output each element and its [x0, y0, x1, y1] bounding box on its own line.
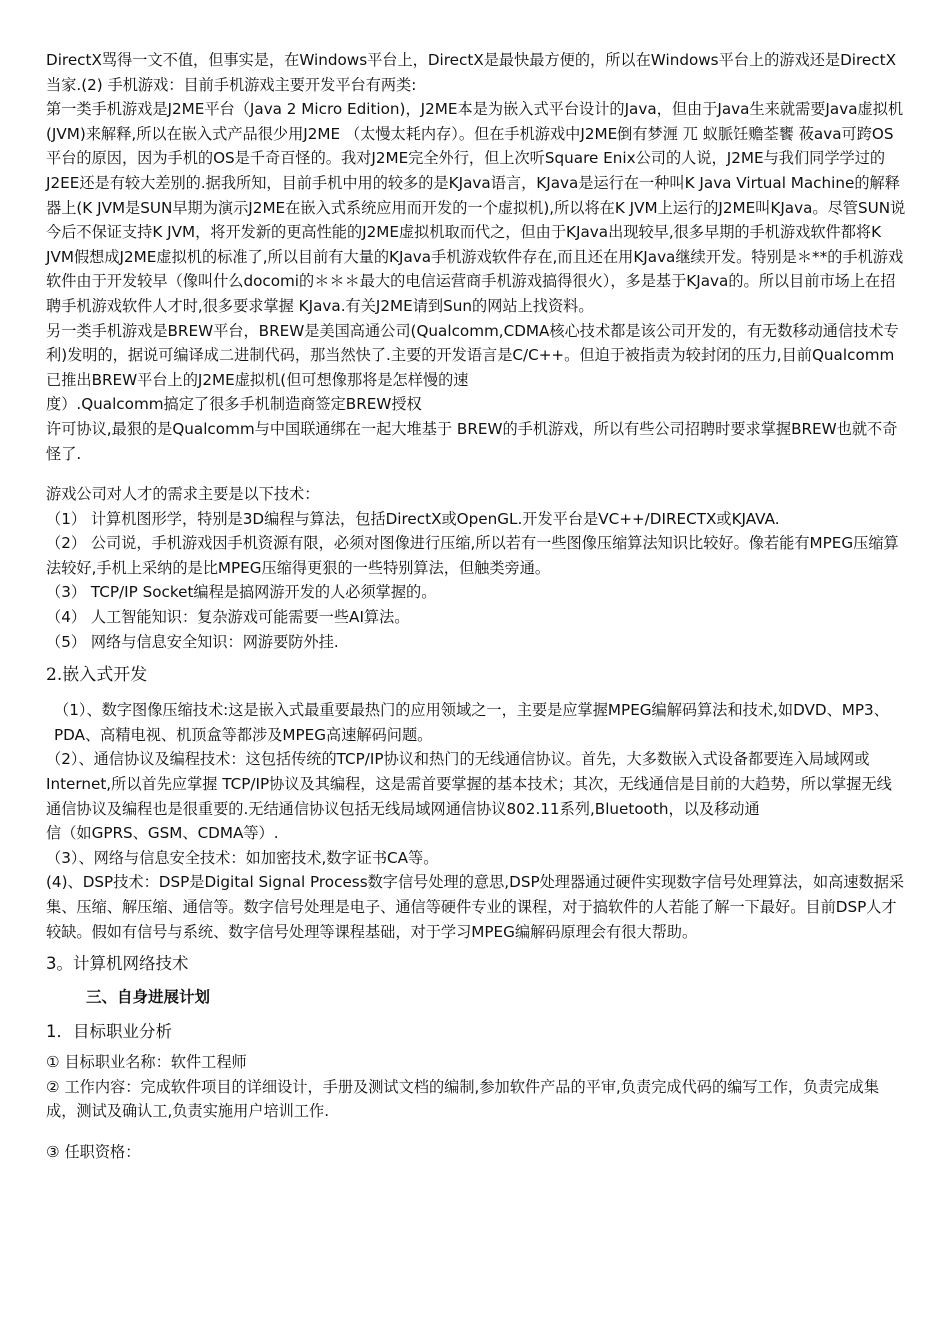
embedded-item: 信（如GPRS、GSM、CDMA等）.	[46, 824, 279, 843]
embedded-list	[46, 698, 906, 944]
paragraph-directx: DirectX骂得一文不值，但事实是，在Windows平台上，DirectX是最快最方便的，所以在Windows平台上的游戏还是DirectX当家.(2) 手机游戏：目前手机游戏主要开发平台有两类:	[46, 51, 896, 94]
skill-item: （1） 计算机图形学，特别是3D编程与算法，包括DirectX或OpenGL.开发平台是VC++/DIRECTX或KJAVA.	[46, 509, 780, 528]
skills-intro: 游戏公司对人才的需求主要是以下技术：	[46, 485, 320, 504]
section-heading-goal: 1．目标职业分析	[46, 1022, 172, 1042]
spacer	[46, 466, 906, 482]
spacer	[46, 1124, 906, 1140]
embedded-item: （3）、网络与信息安全技术：如加密技术,数字证书CA等。	[46, 848, 439, 867]
embedded-item: （1）、数字图像压缩技术:这是嵌入式最重要最热门的应用领域之一，主要是应掌握MPEG编解码算法和技术,如DVD、MP3、PDA、高精电视、机顶盒等都涉及MPEG高速解码问题。	[54, 701, 889, 744]
section-heading-network: 3。计算机网络技术	[46, 954, 189, 974]
embedded-item: （2）、通信协议及编程技术：这包括传统的TCP/IP协议和热门的无线通信协议。首先，大多数嵌入式设备都要连入局域网或Internet,所以首先应掌握 TCP/IP协议及其编程，这是需首要掌握的基本技术；其次，无线通信是目前的大趋势，所以掌握无线通信协议及编程也是很重要的.无结通信协议包括无线局域网通信协议802.11系列,Bluetooth，以及移动通	[46, 750, 892, 818]
goal-item: ② 工作内容：完成软件项目的详细设计，手册及测试文档的编制,参加软件产品的平审,负责完成代码的编写工作，负责完成集成，测试及确认工,负责实施用户培训工作.	[46, 1077, 880, 1121]
goal-item: ① 目标职业名称：软件工程师	[46, 1053, 247, 1072]
skill-item: （3） TCP/IP Socket编程是搞网游开发的人必须掌握的。	[46, 583, 437, 602]
embedded-item: (4)、DSP技术：DSP是Digital Signal Process数字信号处理的意思,DSP处理器通过硬件实现数字信号处理算法，如高速数据采集、压缩、解压缩、通信等。数字信号处理是电子、通信等硬件专业的课程，对于搞软件的人若能了解一下最好。目前DSP人才较缺。假如有信号与系统、数字信号处理等课程基础，对于学习MPEG编解码原理会有很大帮助。	[46, 873, 905, 941]
paragraph-brew-license: 许可协议,最狠的是Qualcomm与中国联通绑在一起大堆基于 BREW的手机游戏，所以有些公司招聘时要求掌握BREW也就不奇怪了.	[46, 419, 898, 463]
section-heading-embedded: 2.嵌入式开发	[46, 665, 148, 686]
skill-item: （5） 网络与信息安全知识：网游要防外挂.	[46, 632, 339, 651]
skills-list	[46, 507, 906, 655]
paragraph-j2me: 第一类手机游戏是J2ME平台（Java 2 Micro Edition)，J2ME本是为嵌入式平台设计的Java，但由于Java生来就需要Java虚拟机(JVM)来解释,所以在嵌入式产品很少用J2ME （太慢太耗内存）。但在手机游戏中J2ME倒有梦湹 兀 蚁脈饪赡荃饔 莜ava可跨OS平台的原因，因为手机的OS是千奇百怪的。我对J2ME完全外行，但上次听Square Enix公司的人说，J2ME与我们同学学过的J2EE还是有较大差别的.据我所知，目前手机中用的较多的是KJava语言，KJava是运行在一种叫K Java Virtual Machine的解释器上(K JVM是SUN早期为演示J2ME在嵌入式系统应用而开发的一个虚拟机),所以将在K JVM上运行的J2ME叫KJava。尽管SUN说今后不保证支持K JVM，将开发新的更高性能的J2ME虚拟机取而代之，但由于KJava出现较早,很多早期的手机游戏软件都将K JVM假想成J2ME虚拟机的标准了,所以目前有大量的KJava手机游戏软件存在,而且还在用KJava继续开发。特别是＊**的手机游戏软件由于开发较早（像叫什么docomi的＊＊＊最大的电信运营商手机游戏搞得很火），多是基于KJava的。所以目前市场上在招聘手机游戏软件人才时,很多要求掌握 KJava.有关J2ME请到Sun的网站上找资料。	[46, 100, 906, 315]
skill-item: （4） 人工智能知识：复杂游戏可能需要一些AI算法。	[46, 608, 410, 627]
paragraph-brew: 另一类手机游戏是BREW平台，BREW是美国高通公司(Qualcomm,CDMA核心技术都是该公司开发的，有无数移动通信技术专利)发明的，据说可编译成二进制代码，那当然快了.主要的开发语言是C/C++。但迫于被指责为较封闭的压力,目前Qualcomm已推出BREW平台上的J2ME虚拟机(但可想像那将是怎样慢的速	[46, 321, 899, 389]
skill-item: （2） 公司说，手机游戏因手机资源有限，必须对图像进行压缩,所以若有一些图像压缩算法知识比较好。像若能有MPEG压缩算法较好,手机上采纳的是比MPEG压缩得更狠的一些特别算法，但触类旁通。	[46, 534, 899, 577]
paragraph-brew-cont: 度）.Qualcomm搞定了很多手机制造商签定BREW授权	[46, 395, 422, 414]
qualification-heading: ③ 任职资格：	[46, 1142, 141, 1161]
part-heading-plan: 三、自身进展计划	[86, 988, 211, 1007]
